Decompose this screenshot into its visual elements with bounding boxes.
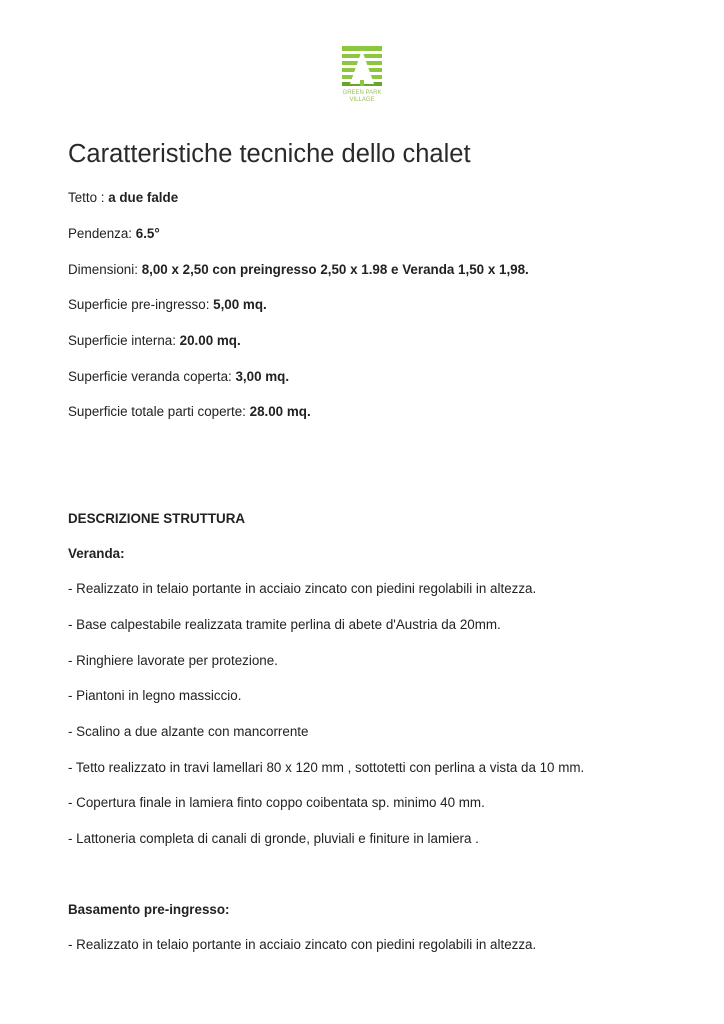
spec-dimensions: Dimensioni: 8,00 x 2,50 con preingresso 2,50 x 1.98 e Veranda 1,50 x 1,98.: [68, 262, 529, 277]
list-item: - Ringhiere lavorate per protezione.: [68, 653, 278, 668]
spec-total-covered-area: Superficie totale parti coperte: 28.00 mq.: [68, 404, 311, 419]
list-item: - Realizzato in telaio portante in acciaio zincato con piedini regolabili in altezza.: [68, 937, 537, 952]
list-item: - Base calpestabile realizzata tramite perlina di abete d'Austria da 20mm.: [68, 617, 501, 632]
list-item: - Tetto realizzato in travi lamellari 80 x 120 mm , sottotetti con perlina a vista da 10 mm.: [68, 760, 585, 775]
spec-roof: Tetto : a due falde: [68, 190, 179, 205]
section-title: DESCRIZIONE STRUTTURA: [68, 511, 246, 526]
veranda-heading: Veranda:: [68, 546, 125, 561]
spec-internal-area: Superficie interna: 20.00 mq.: [68, 333, 241, 348]
logo-text-line1: GREEN PARK: [342, 90, 382, 96]
spec-veranda-area: Superficie veranda coperta: 3,00 mq.: [68, 369, 290, 384]
basamento-heading: Basamento pre-ingresso:: [68, 902, 230, 917]
tree-logo-icon: [336, 44, 388, 104]
list-item: - Copertura finale in lamiera finto coppo coibentata sp. minimo 40 mm.: [68, 795, 485, 810]
spec-slope: Pendenza: 6.5°: [68, 226, 160, 241]
logo-text-line2: VILLAGE: [349, 97, 375, 103]
list-item: - Realizzato in telaio portante in acciaio zincato con piedini regolabili in altezza.: [68, 581, 537, 596]
list-item: - Lattoneria completa di canali di gronde, pluviali e finiture in lamiera .: [68, 831, 479, 846]
page-title: Caratteristiche tecniche dello chalet: [68, 140, 471, 168]
green-park-village-logo: [336, 44, 388, 104]
list-item: - Scalino a due alzante con mancorrente: [68, 724, 309, 739]
list-item: - Piantoni in legno massiccio.: [68, 688, 242, 703]
spec-pre-entrance-area: Superficie pre-ingresso: 5,00 mq.: [68, 297, 267, 312]
